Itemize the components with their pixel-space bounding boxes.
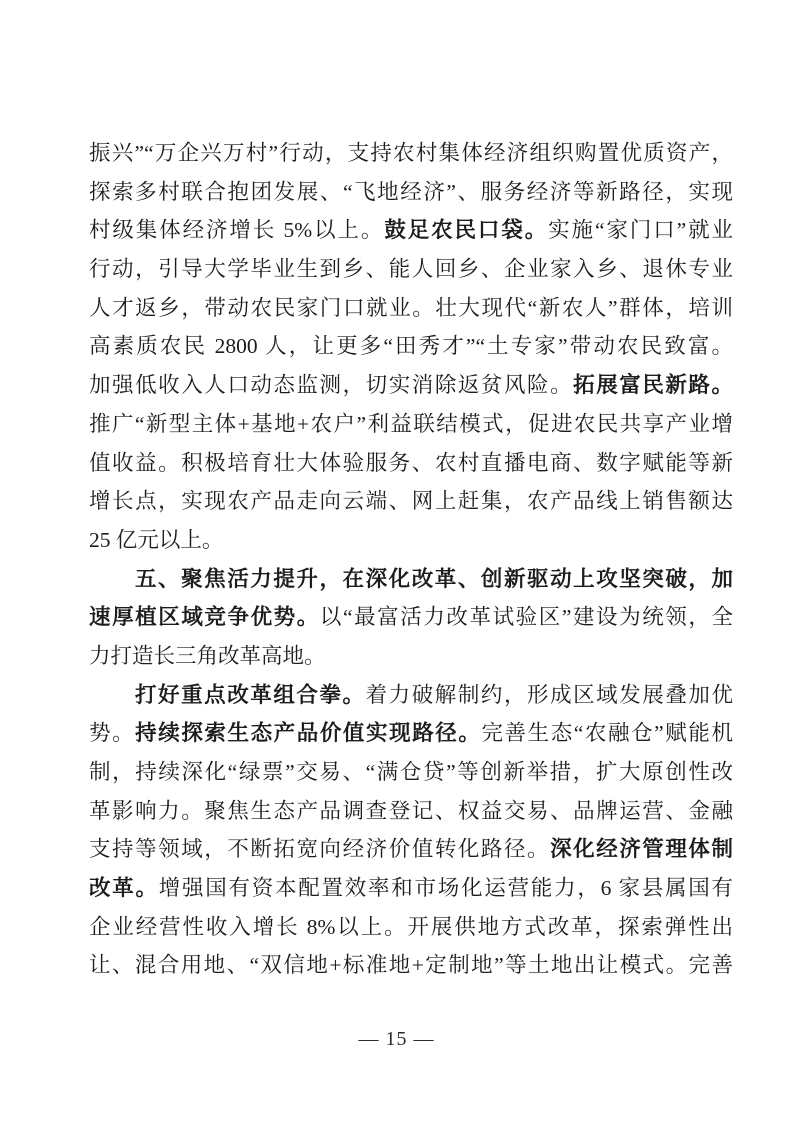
text-line: [89, 211, 733, 250]
body-text: 支持等领域，不断拓宽向经济价值转化路径。: [89, 837, 551, 862]
text-block: [89, 134, 733, 985]
emphasis-text: 深化经济管理体制: [550, 837, 733, 862]
emphasis-text: 拓展富民新路。: [573, 373, 733, 398]
body-text: 势。: [89, 721, 136, 746]
text-line: [89, 792, 733, 831]
body-text: 实施“家门口”就业: [548, 218, 733, 243]
text-line: [89, 637, 733, 676]
text-line: [89, 946, 733, 985]
text-line: [89, 598, 733, 637]
body-text: 加强低收入人口动态监测，切实消除返贫风险。: [89, 373, 574, 398]
text-line: [89, 908, 733, 947]
text-line: [89, 560, 733, 599]
body-text: 村级集体经济增长 5%以上。: [89, 218, 385, 243]
text-line: [89, 482, 733, 521]
text-line: [89, 521, 733, 560]
body-text: 值收益。积极培育壮大体验服务、农村直播电商、数字赋能等新: [89, 450, 733, 475]
emphasis-text: 改革。: [89, 876, 159, 901]
body-text: 探索多村联合抱团发展、“飞地经济”、服务经济等新路径，实现: [89, 179, 733, 204]
text-line: [89, 134, 733, 173]
text-line: [89, 676, 733, 715]
text-line: [89, 173, 733, 212]
body-text: 制，持续深化“绿票”交易、“满仓贷”等创新举措，扩大原创性改: [89, 760, 733, 784]
body-text: 推广“新型主体+基地+农户”利益联结模式，促进农民共享产业增: [89, 411, 733, 436]
body-text: 让、混合用地、“双信地+标准地+定制地”等土地出让模式。完善: [89, 953, 733, 978]
emphasis-text: 速厚植区域竞争优势。: [89, 605, 320, 630]
text-line: [89, 405, 733, 444]
text-line: [89, 753, 733, 792]
body-text: 完善生态“农融仓”赋能机: [481, 721, 733, 746]
emphasis-text: 打好重点改革组合拳。: [135, 682, 366, 707]
body-text: 革影响力。聚焦生态产品调查登记、权益交易、品牌运营、金融: [89, 798, 733, 823]
page-footer: [0, 1028, 793, 1051]
text-line: [89, 289, 733, 328]
body-text: 人才返乡，带动农民家门口就业。壮大现代“新农人”群体，培训: [89, 295, 733, 320]
body-text: 企业经营性收入增长 8%以上。开展供地方式改革，探索弹性出: [89, 914, 733, 939]
body-text: 力打造长三角改革高地。: [89, 643, 326, 668]
body-text: 着力破解制约，形成区域发展叠加优: [365, 682, 733, 707]
page-number: — 15 —: [358, 1028, 435, 1050]
text-line: [89, 830, 733, 869]
text-line: [89, 869, 733, 908]
body-text: 行动，引导大学毕业生到乡、能人回乡、企业家入乡、退休专业: [89, 257, 733, 282]
body-text: 增长点，实现农产品走向云端、网上赶集，农产品线上销售额达: [89, 489, 733, 514]
body-text: 振兴”“万企兴万村”行动，支持农村集体经济组织购置优质资产，: [89, 141, 733, 165]
emphasis-text: 五、聚焦活力提升，在深化改革、创新驱动上攻坚突破，加: [135, 566, 733, 591]
body-text: 以“最富活力改革试验区”建设为统领，全: [319, 605, 733, 630]
emphasis-text: 鼓足农民口袋。: [384, 218, 549, 243]
text-line: [89, 327, 733, 366]
text-line: [89, 714, 733, 753]
text-line: [89, 366, 733, 405]
text-line: [89, 444, 733, 483]
body-text: 增强国有资本配置效率和市场化运营能力，6 家县属国有: [158, 876, 733, 901]
emphasis-text: 持续探索生态产品价值实现路径。: [135, 721, 482, 746]
text-line: [89, 250, 733, 289]
body-text: 高素质农民 2800 人，让更多“田秀才”“土专家”带动农民致富。: [89, 334, 733, 359]
body-text: 25 亿元以上。: [89, 527, 224, 552]
